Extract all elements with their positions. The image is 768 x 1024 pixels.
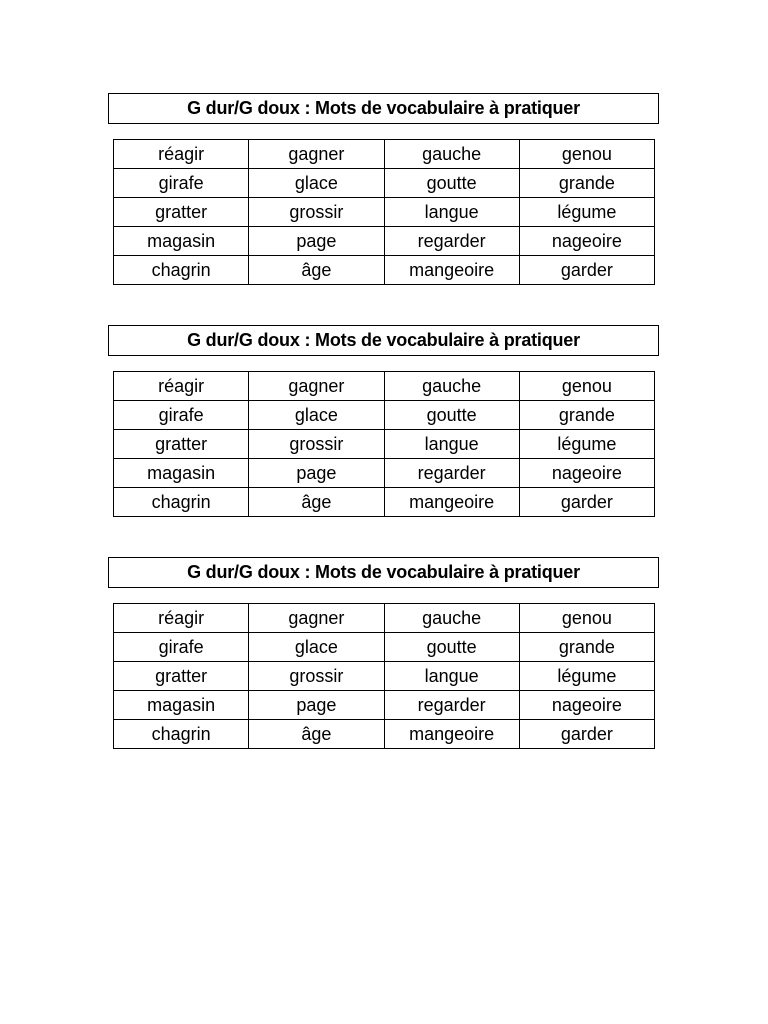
- table-cell: chagrin: [114, 720, 249, 749]
- table-cell: magasin: [114, 227, 249, 256]
- table-cell: langue: [384, 662, 519, 691]
- table-cell: grande: [519, 401, 654, 430]
- table-cell: gagner: [249, 604, 384, 633]
- table-cell: grande: [519, 169, 654, 198]
- table-cell: âge: [249, 256, 384, 285]
- table-cell: regarder: [384, 459, 519, 488]
- table-cell: grossir: [249, 198, 384, 227]
- table-cell: gratter: [114, 198, 249, 227]
- table-cell: langue: [384, 198, 519, 227]
- table-cell: page: [249, 227, 384, 256]
- sheet-title: G dur/G doux : Mots de vocabulaire à pratiquer: [108, 93, 659, 124]
- table-row: [114, 691, 655, 720]
- table-cell: gagner: [249, 140, 384, 169]
- table-cell: glace: [249, 633, 384, 662]
- table-row: [114, 256, 655, 285]
- table-cell: genou: [519, 372, 654, 401]
- table-cell: girafe: [114, 633, 249, 662]
- table-cell: regarder: [384, 691, 519, 720]
- table-row: [114, 372, 655, 401]
- table-row: [114, 488, 655, 517]
- table-cell: mangeoire: [384, 256, 519, 285]
- table-cell: nageoire: [519, 459, 654, 488]
- table-cell: page: [249, 459, 384, 488]
- table-cell: goutte: [384, 401, 519, 430]
- vocab-table: [113, 603, 655, 749]
- table-cell: mangeoire: [384, 488, 519, 517]
- table-cell: langue: [384, 430, 519, 459]
- table-cell: garder: [519, 720, 654, 749]
- table-cell: gauche: [384, 140, 519, 169]
- table-cell: page: [249, 691, 384, 720]
- table-cell: gauche: [384, 372, 519, 401]
- table-cell: nageoire: [519, 691, 654, 720]
- table-row: [114, 430, 655, 459]
- table-cell: garder: [519, 488, 654, 517]
- table-cell: goutte: [384, 633, 519, 662]
- table-row: [114, 604, 655, 633]
- table-cell: réagir: [114, 604, 249, 633]
- table-cell: goutte: [384, 169, 519, 198]
- table-cell: gagner: [249, 372, 384, 401]
- table-row: [114, 198, 655, 227]
- table-cell: grossir: [249, 430, 384, 459]
- table-cell: girafe: [114, 169, 249, 198]
- table-cell: nageoire: [519, 227, 654, 256]
- table-cell: légume: [519, 430, 654, 459]
- table-cell: réagir: [114, 140, 249, 169]
- table-cell: gratter: [114, 662, 249, 691]
- table-cell: genou: [519, 140, 654, 169]
- table-row: [114, 227, 655, 256]
- table-cell: légume: [519, 198, 654, 227]
- table-cell: chagrin: [114, 256, 249, 285]
- table-cell: âge: [249, 488, 384, 517]
- table-cell: légume: [519, 662, 654, 691]
- table-cell: garder: [519, 256, 654, 285]
- vocab-table: [113, 371, 655, 517]
- table-cell: gauche: [384, 604, 519, 633]
- vocab-table: [113, 139, 655, 285]
- table-cell: magasin: [114, 691, 249, 720]
- table-row: [114, 169, 655, 198]
- table-cell: glace: [249, 401, 384, 430]
- table-cell: chagrin: [114, 488, 249, 517]
- table-cell: réagir: [114, 372, 249, 401]
- table-cell: glace: [249, 169, 384, 198]
- sheet-title: G dur/G doux : Mots de vocabulaire à pratiquer: [108, 325, 659, 356]
- table-cell: regarder: [384, 227, 519, 256]
- sheet-title: G dur/G doux : Mots de vocabulaire à pratiquer: [108, 557, 659, 588]
- table-row: [114, 459, 655, 488]
- table-cell: âge: [249, 720, 384, 749]
- table-row: [114, 401, 655, 430]
- table-row: [114, 720, 655, 749]
- table-cell: magasin: [114, 459, 249, 488]
- table-cell: grossir: [249, 662, 384, 691]
- table-cell: gratter: [114, 430, 249, 459]
- table-row: [114, 662, 655, 691]
- table-cell: grande: [519, 633, 654, 662]
- table-row: [114, 140, 655, 169]
- table-cell: girafe: [114, 401, 249, 430]
- table-cell: mangeoire: [384, 720, 519, 749]
- table-cell: genou: [519, 604, 654, 633]
- table-row: [114, 633, 655, 662]
